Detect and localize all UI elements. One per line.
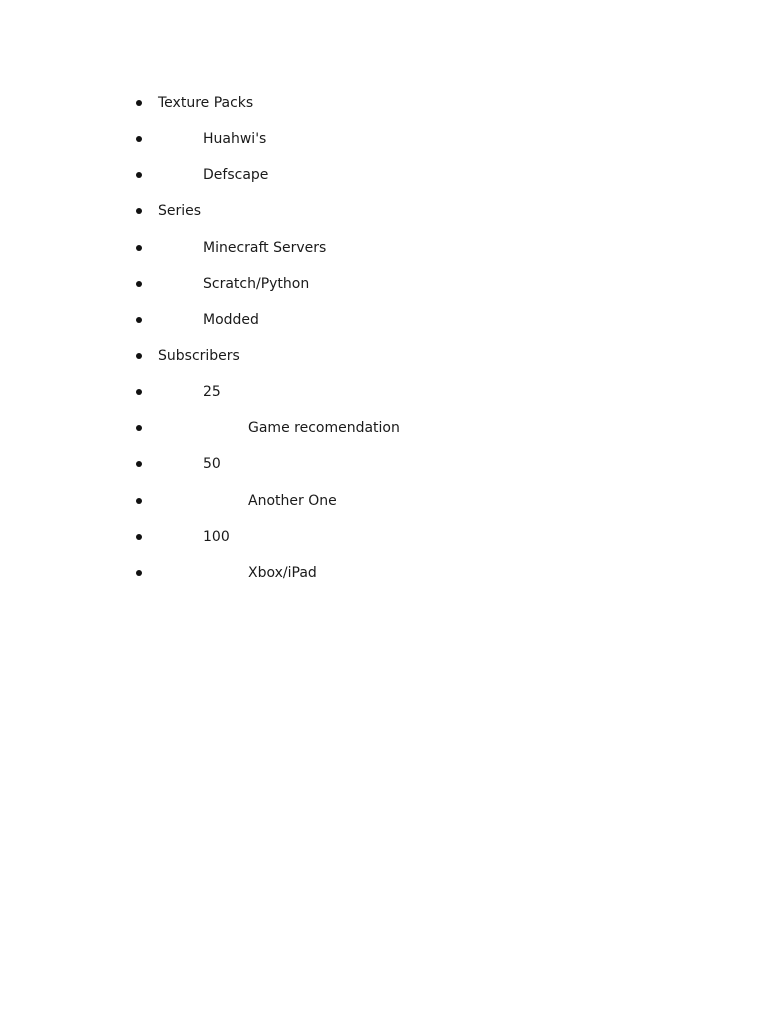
list-item-text: Huahwi's [203, 131, 267, 148]
bullet-icon [136, 570, 142, 576]
bullet-icon [136, 498, 142, 504]
list-item-text: Xbox/iPad [248, 564, 317, 581]
bullet-icon [136, 353, 142, 359]
list-item [0, 157, 768, 193]
bullet-icon [136, 461, 142, 467]
bullet-list [0, 85, 768, 591]
list-item-text: Defscape [203, 167, 269, 184]
list-item-text: 100 [203, 528, 230, 545]
list-item [0, 121, 768, 157]
list-item-text: Minecraft Servers [203, 239, 327, 256]
list-item [0, 374, 768, 410]
list-item-text: Another One [248, 492, 337, 509]
bullet-icon [136, 208, 142, 214]
bullet-icon [136, 317, 142, 323]
list-item-text: Game recomendation [248, 420, 400, 437]
list-item-text: Subscribers [158, 347, 240, 364]
list-item-text: Scratch/Python [203, 275, 310, 292]
list-item [0, 230, 768, 266]
bullet-icon [136, 136, 142, 142]
bullet-icon [136, 172, 142, 178]
list-item [0, 85, 768, 121]
list-item [0, 483, 768, 519]
list-item-text: Series [158, 203, 202, 220]
bullet-icon [136, 100, 142, 106]
list-item [0, 193, 768, 229]
list-item-text: 25 [203, 384, 221, 401]
list-item-text: Texture Packs [158, 95, 254, 111]
list-item [0, 302, 768, 338]
list-item [0, 446, 768, 482]
bullet-icon [136, 281, 142, 287]
list-item [0, 555, 768, 591]
list-item [0, 266, 768, 302]
bullet-icon [136, 245, 142, 251]
list-item-text: 50 [203, 456, 221, 473]
bullet-icon [136, 534, 142, 540]
bullet-icon [136, 425, 142, 431]
list-item [0, 410, 768, 446]
list-item-text: Modded [203, 311, 259, 328]
list-item [0, 338, 768, 374]
list-item [0, 519, 768, 555]
bullet-icon [136, 389, 142, 395]
